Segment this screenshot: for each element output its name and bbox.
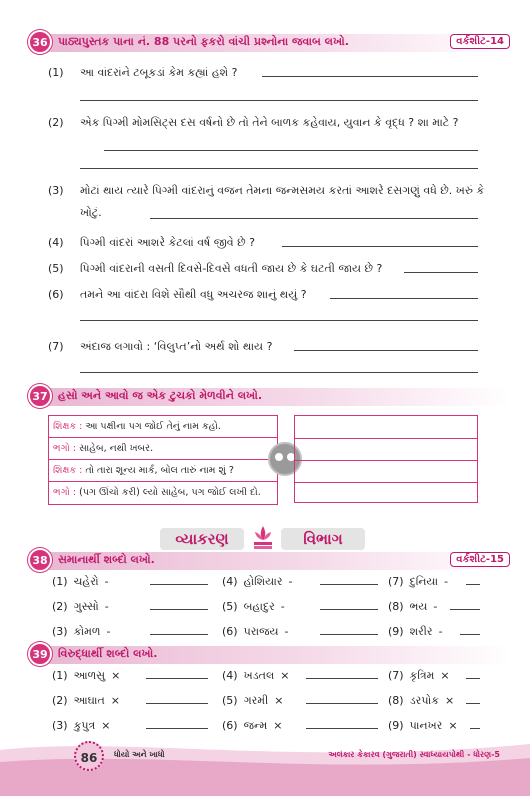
antonym-item: (3) કુપુત્ર ×: [52, 719, 111, 732]
question-text: મોટાં થાય ત્યારે પિગ્મી વાંદરાનું વજન તેમના જન્મસમય કરતાં આશરે દસગણું વધે છે. ખરું કે ખોટું.: [80, 184, 485, 219]
answer-line[interactable]: [150, 634, 208, 635]
synonym-item: (3) કોમળ -: [52, 625, 111, 638]
synonym-item: (7) દુનિયા -: [388, 575, 449, 588]
question-number: (2): [48, 116, 64, 129]
answer-line[interactable]: [306, 678, 378, 679]
answer-line[interactable]: [470, 728, 480, 729]
question-1: [48, 62, 493, 84]
question-4: [48, 232, 493, 254]
section-title: પાઠ્યપુસ્તક પાના નં. 88 પરનો ફકરો વાંચી પ્રશ્નોના જવાબ લખો.: [58, 35, 349, 48]
footer-left-text: ધોયો અને ખાધો: [114, 750, 165, 759]
synonym-item: (1) ચહેરો -: [52, 575, 109, 588]
joke-line: આ પક્ષીના પગ જોઈ તેનું નામ કહો.: [85, 421, 221, 432]
section-number-badge: 36: [28, 30, 52, 54]
joke-speaker: શિક્ષક :: [53, 465, 83, 476]
joke-speaker: ભગો :: [53, 443, 77, 454]
answer-line[interactable]: [306, 728, 378, 729]
answer-line[interactable]: [150, 218, 478, 219]
page-number: 86: [74, 741, 104, 771]
question-text: પિગ્મી વાંદરાં આશરે કેટલાં વર્ષ જીવે છે ?: [80, 236, 255, 249]
question-7: [48, 336, 493, 358]
question-number: (5): [48, 262, 64, 275]
synonym-item: (4) હોશિયાર -: [222, 575, 293, 588]
banner-left-text: વ્યાકરણ: [160, 528, 244, 550]
antonym-item: (9) પાનખર ×: [388, 719, 458, 732]
answer-line[interactable]: [330, 298, 478, 299]
section-39-header: [28, 642, 510, 668]
question-text: તમને આ વાંદરા વિશે સૌથી વધુ અચરજ શાનું થયું ?: [80, 288, 307, 301]
antonym-item: (1) આળસુ ×: [52, 669, 121, 682]
answer-line[interactable]: [466, 703, 480, 704]
antonym-item: (8) ડરપોક ×: [388, 694, 455, 707]
synonym-item: (9) શરીર -: [388, 625, 443, 638]
antonym-item: (6) જન્મ ×: [222, 719, 283, 732]
section-title: વિરુદ્ધાર્થી શબ્દો લખો.: [58, 647, 158, 660]
answer-line[interactable]: [404, 272, 478, 273]
question-number: (4): [48, 236, 64, 249]
answer-line[interactable]: [306, 703, 378, 704]
answer-line[interactable]: [150, 609, 208, 610]
banner-right-text: વિભાગ: [281, 528, 365, 550]
question-5: [48, 258, 493, 280]
joke-row: [49, 416, 277, 438]
antonym-item: (4) ખડતલ ×: [222, 669, 290, 682]
section-37-header: [28, 384, 510, 410]
question-number: (1): [48, 66, 64, 79]
answer-line[interactable]: [146, 728, 208, 729]
question-text: પિગ્મી વાંદરાની વસતી દિવસે-દિવસે વધતી જાય છે કે ઘટતી જાય છે ?: [80, 262, 383, 275]
answer-line[interactable]: [466, 678, 480, 679]
answer-line[interactable]: [294, 350, 478, 351]
answer-line[interactable]: [80, 320, 478, 321]
synonym-item: (6) પરાજય -: [222, 625, 289, 638]
synonym-item: (2) ગુસ્સો -: [52, 600, 109, 613]
joke-speaker: શિક્ષક :: [53, 421, 83, 432]
joke-table: [48, 415, 278, 505]
answer-line[interactable]: [460, 634, 480, 635]
joke-line: સાહેબ, નથી ખબર.: [79, 443, 154, 454]
answer-line[interactable]: [320, 584, 378, 585]
answer-line[interactable]: [80, 168, 478, 169]
answer-line[interactable]: [262, 76, 478, 77]
answer-line[interactable]: [320, 634, 378, 635]
section-number-badge: 39: [28, 642, 52, 666]
section-38-header: [28, 548, 510, 574]
answer-line[interactable]: [146, 703, 208, 704]
worksheet-tag: વર્કશીટ-15: [450, 552, 510, 567]
antonym-item: (5) ગરમી ×: [222, 694, 284, 707]
worksheet-tag: વર્કશીટ-14: [450, 34, 510, 49]
question-text: આ વાંદરાંને ટબૂકડાં કેમ કહ્યાં હશે ?: [80, 66, 238, 79]
question-number: (7): [48, 340, 64, 353]
joke-row: [49, 438, 277, 460]
footer-book-title: અલંકાર કેકારવ (ગુજરાતી) સ્વાધ્યાયપોથી - ધોરણ-5: [328, 750, 500, 759]
answer-line[interactable]: [80, 100, 478, 101]
answer-line[interactable]: [450, 609, 480, 610]
antonym-item: (7) કૃત્રિમ ×: [388, 669, 450, 682]
section-title: હસો અને આવો જ એક ટુચકો મેળવીને લખો.: [58, 389, 263, 402]
answer-line[interactable]: [466, 584, 480, 585]
answer-line[interactable]: [80, 372, 478, 373]
joke-row: [49, 460, 277, 482]
section-title: સમાનાર્થી શબ્દો લખો.: [58, 553, 155, 566]
joke-speaker: ભગો :: [53, 487, 77, 498]
question-number: (6): [48, 288, 64, 301]
answer-line[interactable]: [282, 246, 478, 247]
joke-line: (પગ ઊંચો કરી) લ્યો સાહેબ, પગ જોઈ લખી દો.: [79, 487, 261, 498]
antonym-item: (2) આઘાત ×: [52, 694, 120, 707]
section-number-badge: 37: [28, 384, 52, 408]
answer-line[interactable]: [150, 584, 208, 585]
synonym-item: (5) બહાદુર -: [222, 600, 285, 613]
question-6: [48, 284, 493, 306]
question-text: એક પિગ્મી મોમસિટ્સ દસ વર્ષનો છે તો તેને બાળક કહેવાય, યુવાન કે વૃદ્ધ ? શા માટે ?: [80, 116, 459, 129]
synonym-item: (8) ભય -: [388, 600, 438, 613]
question-text: અંદાજ લગાવો : ‘વિલુપ્ત’નો અર્થ શો થાય ?: [80, 340, 273, 353]
question-number: (3): [48, 184, 64, 197]
joke-line: તો તારા શૂન્ય માર્ક, બોલ તારું નામ શું ?: [85, 465, 234, 476]
answer-line[interactable]: [146, 678, 208, 679]
answer-line[interactable]: [320, 609, 378, 610]
section-36-header: [28, 30, 510, 56]
section-number-badge: 38: [28, 548, 52, 572]
answer-line[interactable]: [104, 150, 478, 151]
joke-answer-box[interactable]: [294, 415, 478, 503]
joke-row: [49, 482, 277, 504]
